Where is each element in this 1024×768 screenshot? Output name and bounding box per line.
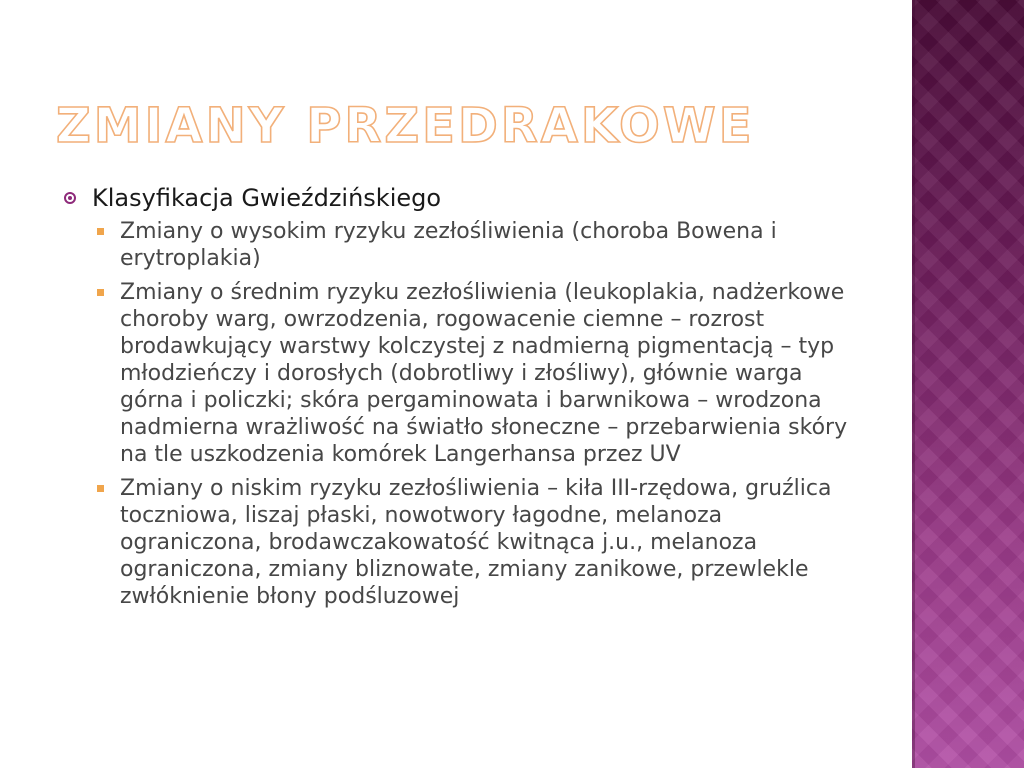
bullet-text: Zmiany o średnim ryzyku zezłośliwienia (leukoplakia, nadżerkowe choroby warg, owrzodzenia, rogowacenie ciemne – rozrost brodawkujący warstwy kolczystej z nadmierną pigmentacją – typ młodzieńczy i dorosłych (dobrotliwy i złośliwy), głównie warga górna i policzki; skóra pergaminowata i barwnikowa – wrodzona nadmierna wrażliwość na światło słoneczne – przebarwienia skóry na tle uszkodzenia komórek Langerhansa przez UV <box>120 280 848 467</box>
bullet-item-level2 <box>62 279 852 468</box>
square-bullet-icon <box>97 228 104 235</box>
bullet-text: Zmiany o niskim ryzyku zezłośliwienia – kiła III-rzędowa, gruźlica toczniowa, liszaj płaski, nowotwory łagodne, melanoza ograniczona, brodawczakowatość kwitnąca j.u., melanoza ograniczona, zmiany bliznowate, zmiany zanikowe, przewlekle zwłóknienie błony podśluzowej <box>120 476 832 609</box>
bullet-text: Klasyfikacja Gwieździńskiego <box>92 184 442 212</box>
bullet-item-level1 <box>62 180 852 216</box>
decorative-side-panel <box>912 0 1024 768</box>
bullet-item-level2 <box>62 475 852 610</box>
slide-title: ZMIANY PRZEDRAKOWE <box>56 98 755 154</box>
bullet-text: Zmiany o wysokim ryzyku zezłośliwienia (choroba Bowena i erytroplakia) <box>120 219 777 271</box>
square-bullet-icon <box>97 485 104 492</box>
circle-bullet-icon <box>64 192 76 204</box>
square-bullet-icon <box>97 289 104 296</box>
bullet-item-level2 <box>62 218 852 272</box>
slide-content <box>62 180 852 617</box>
